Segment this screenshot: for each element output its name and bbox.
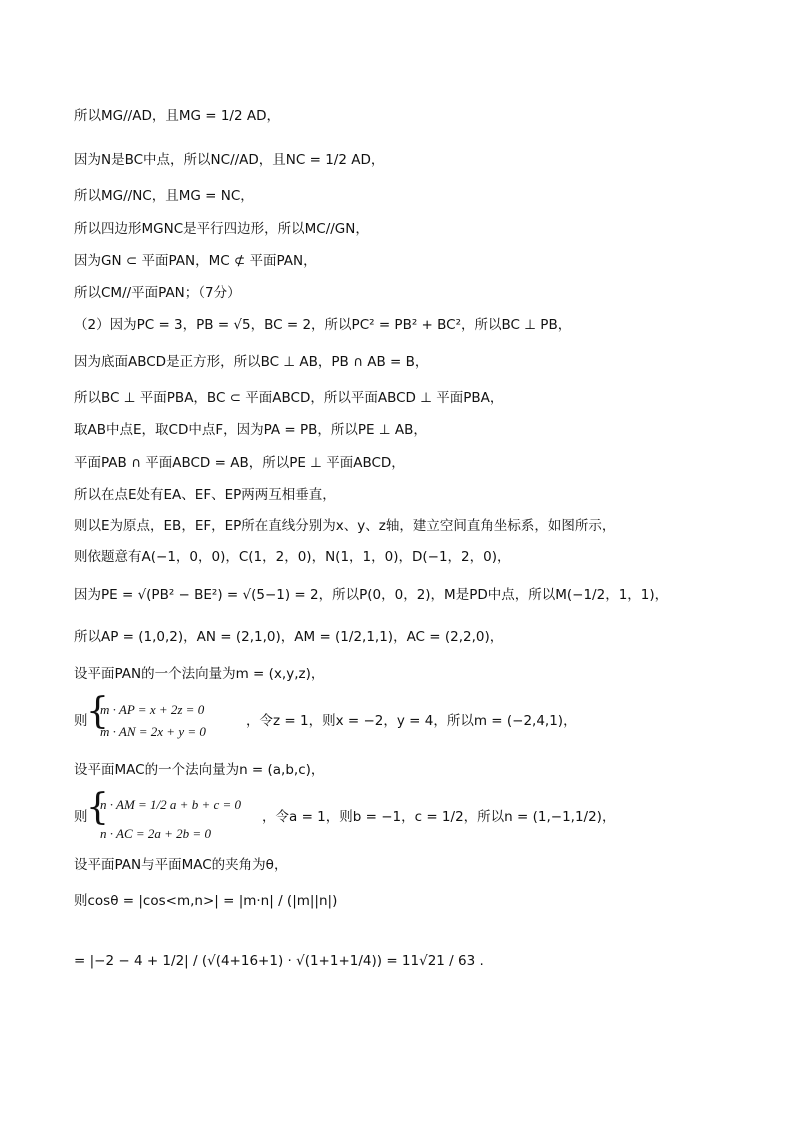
system2-prefix: 则	[74, 809, 88, 825]
line-18: 设平面MAC的一个法向量为n = (a,b,c)，	[74, 762, 325, 778]
line-10: 取AB中点E，取CD中点F，因为PA = PB，所以PE ⊥ AB，	[74, 422, 427, 438]
system2-tail: ，令a = 1，则b = −1，c = 1/2，所以n = (1,−1,1/2)，	[262, 809, 616, 825]
line-3: 所以MG//NC，且MG = NC，	[74, 188, 254, 204]
line-6: 所以CM//平面PAN；（7分）	[74, 285, 241, 301]
line-14: 则依题意有A(−1，0，0)，C(1，2，0)，N(1，1，0)，D(−1，2，0)，	[74, 549, 511, 565]
line-1: 所以MG//AD，且MG = 1/2 AD，	[74, 108, 280, 124]
line-11: 平面PAB ∩ 平面ABCD = AB，所以PE ⊥ 平面ABCD，	[74, 455, 405, 471]
line-17: 设平面PAN的一个法向量为m = (x,y,z)，	[74, 666, 325, 682]
system1-tail: ，令z = 1，则x = −2，y = 4，所以m = (−2,4,1)，	[246, 713, 577, 729]
system2-brace: {	[86, 787, 109, 828]
line-19: 设平面PAN与平面MAC的夹角为θ，	[74, 857, 288, 873]
system1-eq2: m · AN = 2x + y = 0	[100, 724, 206, 739]
final-line: = |−2 − 4 + 1/2| / (√(4+16+1) · √(1+1+1/4)) = 11√21 / 63 .	[74, 953, 484, 969]
line-8: 因为底面ABCD是正方形，所以BC ⊥ AB，PB ∩ AB = B，	[74, 354, 429, 370]
line-2: 因为N是BC中点，所以NC//AD，且NC = 1/2 AD，	[74, 152, 385, 168]
line-13: 则以E为原点，EB，EF，EP所在直线分别为x、y、z轴，建立空间直角坐标系，如图所示，	[74, 518, 616, 534]
line-12: 所以在点E处有EA、EF、EP两两互相垂直，	[74, 487, 336, 503]
system2-eq2: n · AC = 2a + 2b = 0	[100, 826, 211, 841]
line-4: 所以四边形MGNC是平行四边形，所以MC//GN，	[74, 221, 369, 237]
system1-brace: {	[86, 691, 109, 732]
line-9: 所以BC ⊥ 平面PBA，BC ⊂ 平面ABCD，所以平面ABCD ⊥ 平面PBA，	[74, 390, 504, 406]
line-16: 所以AP = (1,0,2)，AN = (2,1,0)，AM = (1/2,1,1)，AC = (2,2,0)，	[74, 629, 504, 645]
line-15: 因为PE = √(PB² − BE²) = √(5−1) = 2，所以P(0，0，2)，M是PD中点，所以M(−1/2，1，1)，	[74, 587, 669, 603]
line-5: 因为GN ⊂ 平面PAN，MC ⊄ 平面PAN，	[74, 253, 317, 269]
system1-prefix: 则	[74, 713, 88, 729]
line-7: （2）因为PC = 3，PB = √5，BC = 2，所以PC² = PB² + BC²，所以BC ⊥ PB，	[74, 317, 572, 333]
cos-line: 则cosθ = |cos<m,n>| = |m·n| / (|m||n|)	[74, 893, 338, 909]
system1-eq1: m · AP = x + 2z = 0	[100, 702, 205, 717]
system2-eq1: n · AM = 1/2 a + b + c = 0	[100, 797, 242, 812]
